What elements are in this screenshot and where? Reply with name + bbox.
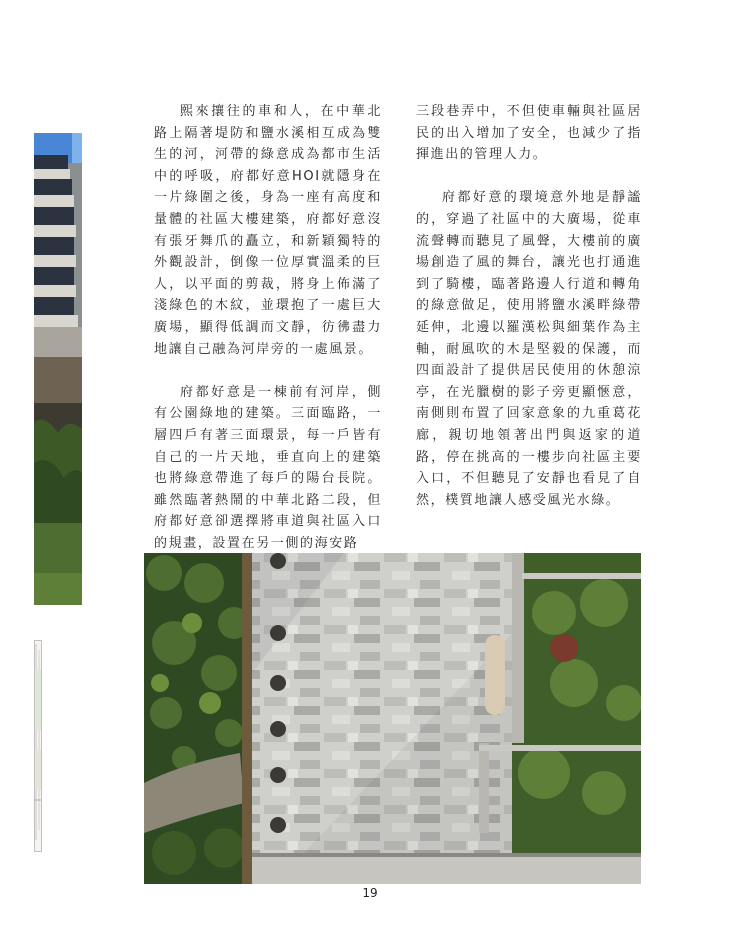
plaza-aerial-photo bbox=[144, 553, 641, 884]
article-column-left bbox=[154, 101, 382, 576]
page-number: 19 bbox=[362, 886, 378, 900]
paragraph-continuation: 三段巷弄中，不但使車輛與社區居民的出入增加了安全，也減少了指揮進出的管理人力。 bbox=[416, 104, 642, 163]
paragraph: 府都好意的環境意外地是靜謐的，穿過了社區中的大廣場，從車流聲轉而聽見了風聲，大樓前的廣場創造了風的舞台，讓光也打通進到了騎樓，臨著路邊人行道和轉角的綠意做足，使用將鹽水溪畔綠帶延伸，北邊以羅漢松與細葉作為主軸，耐風吹的木是堅毅的保護，而四面設計了提供居民使用的休憩涼亭，在光臘樹的影子旁更顯愜意，南側則布置了回家意象的九重葛花廊，親切地領著出門與返家的道路，停在挑高的一樓步向社區主要入口，不但聽見了安靜也看見了自然，樸質地讓人感受風光水綠。 bbox=[416, 190, 642, 508]
paragraph: 府都好意是一棟前有河岸，側有公園綠地的建築。三面臨路，一層四戶有著三面環景，每一戶皆有自己的一片天地，垂直向上的建築也將綠意帶進了每戶的陽台長院。雖然臨著熱鬧的中華北路二段，但府都好意卻選擇將車道與社區入口的規畫，設置在另一側的海安路 bbox=[154, 384, 382, 551]
building-facade-photo bbox=[34, 133, 82, 605]
site-plan-strip bbox=[34, 640, 42, 852]
paragraph: 熙來攘往的車和人，在中華北路上隔著堤防和鹽水溪相互成為雙生的河，河帶的綠意成為都市生活中的呼吸，府都好意HOI就隱身在一片綠圍之後，身為一座有高度和量體的社區大樓建築，府都好意沒有張牙舞爪的矗立，和新穎獨特的外觀設計，倒像一位厚實溫柔的巨人，以平面的剪裁，將身上佈滿了淺綠色的木紋，並環抱了一處巨大廣場，顯得低調而文靜，彷彿盡力地讓自己融為河岸旁的一處風景。 bbox=[154, 104, 382, 357]
article-column-right bbox=[416, 101, 642, 533]
